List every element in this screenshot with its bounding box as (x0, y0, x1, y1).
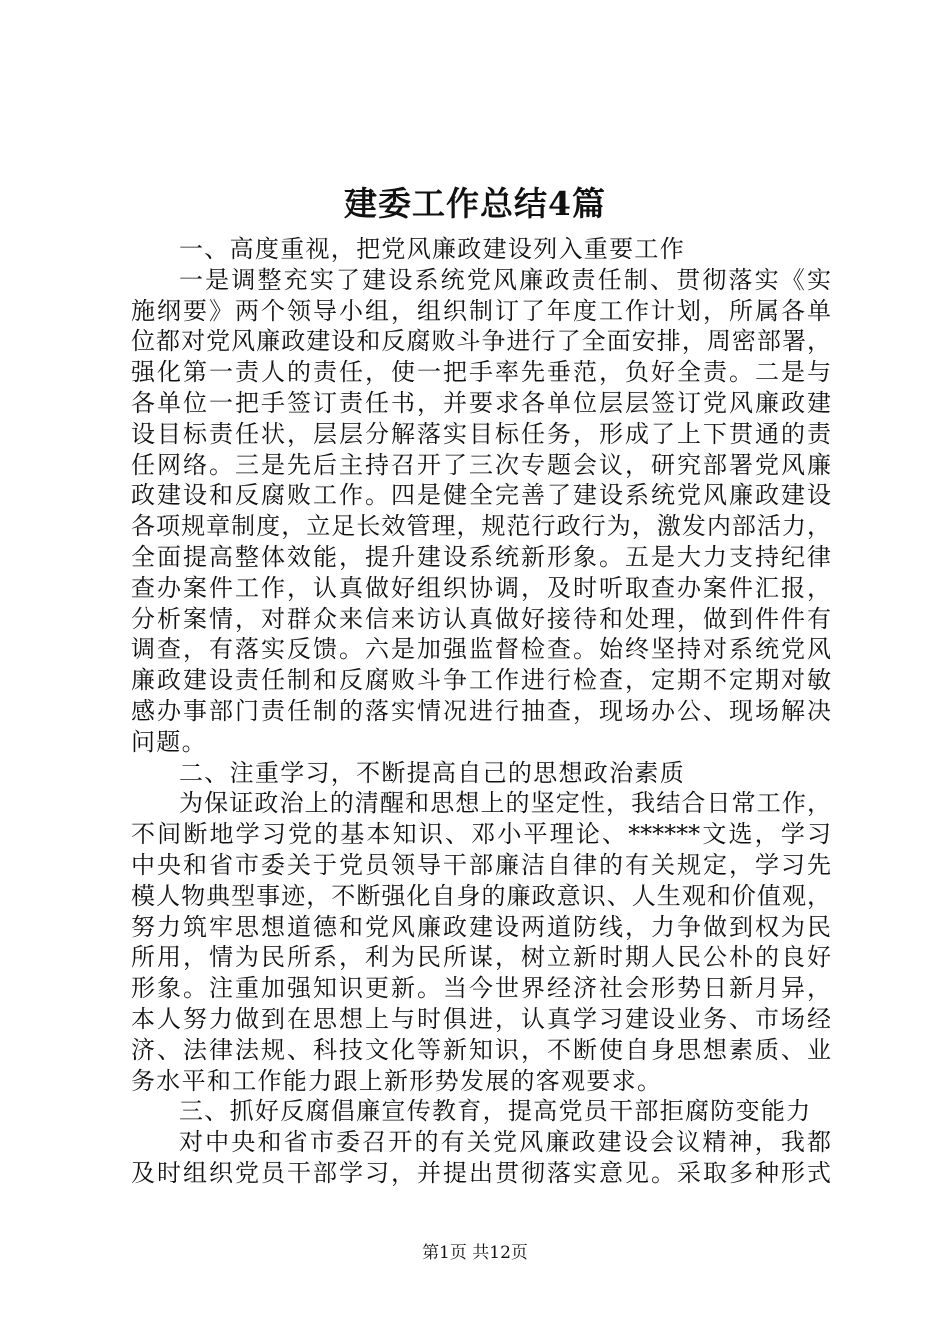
paragraph-line: 对中央和省市委召开的有关党风廉政建设会议精神，我都 (179, 1128, 831, 1157)
section-heading: 三、抓好反腐倡廉宣传教育，提高党员干部拒腐防变能力 (179, 1097, 812, 1126)
paragraph-line: 政建设和反腐败工作。四是健全完善了建设系统党风廉政建设 (131, 481, 831, 510)
paragraph-line: 调查，有落实反馈。六是加强监督检查。始终坚持对系统党风 (131, 635, 831, 664)
paragraph-line: 查办案件工作，认真做好组织协调，及时听取查办案件汇报， (131, 573, 831, 602)
section-heading: 一、高度重视，把党风廉政建设列入重要工作 (179, 235, 685, 263)
paragraph-line: 位都对党风廉政建设和反腐败斗争进行了全面安排，周密部署， (131, 327, 831, 356)
paragraph-line: 为保证政治上的清醒和思想上的坚定性，我结合日常工作， (179, 789, 831, 818)
paragraph-line: 一是调整充实了建设系统党风廉政责任制、贯彻落实《实 (179, 265, 831, 294)
paragraph-line: 分析案情，对群众来信来访认真做好接待和处理，做到件件有 (131, 604, 831, 633)
paragraph-line: 廉政建设责任制和反腐败斗争工作进行检查，定期不定期对敏 (131, 666, 831, 695)
paragraph-line: 全面提高整体效能，提升建设系统新形象。五是大力支持纪律 (131, 542, 831, 571)
paragraph-line: 问题。 (131, 727, 207, 756)
paragraph-line: 各项规章制度，立足长效管理，规范行政行为，激发内部活力， (131, 512, 831, 541)
section-heading: 二、注重学习，不断提高自己的思想政治素质 (179, 758, 685, 787)
paragraph-line: 务水平和工作能力跟上新形势发展的客观要求。 (131, 1066, 663, 1095)
paragraph-line: 本人努力做到在思想上与时俱进，认真学习建设业务、市场经 (131, 1004, 831, 1033)
paragraph-line: 努力筑牢思想道德和党风廉政建设两道防线，力争做到权为民 (131, 912, 831, 941)
paragraph-line: 模人物典型事迹，不断强化自身的廉政意识、人生观和价值观， (131, 881, 831, 910)
paragraph-line: 形象。注重加强知识更新。当今世界经济社会形势日新月异， (131, 974, 831, 1003)
paragraph-line: 感办事部门责任制的落实情况进行抽查，现场办公、现场解决 (131, 696, 831, 725)
paragraph-line: 强化第一责人的责任，使一把手率先垂范，负好全责。二是与 (131, 358, 831, 387)
paragraph-line: 设目标责任状，层层分解落实目标任务，形成了上下贯通的责 (131, 419, 831, 448)
paragraph-line: 施纲要》两个领导小组，组织制订了年度工作计划，所属各单 (131, 296, 831, 325)
document-title: 建委工作总结4篇 (344, 184, 606, 223)
paragraph-line: 中央和省市委关于党员领导干部廉洁自律的有关规定，学习先 (131, 850, 831, 879)
paragraph-line: 所用，情为民所系，利为民所谋，树立新时期人民公朴的良好 (131, 943, 831, 972)
paragraph-line: 不间断地学习党的基本知识、邓小平理论、******文选，学习 (131, 820, 831, 849)
paragraph-line: 及时组织党员干部学习，并提出贯彻落实意见。采取多种形式 (131, 1158, 831, 1187)
paragraph-line: 任网络。三是先后主持召开了三次专题会议，研究部署党风廉 (131, 450, 831, 479)
paragraph-line: 济、法律法规、科技文化等新知识，不断使自身思想素质、业 (131, 1035, 831, 1064)
paragraph-line: 各单位一把手签订责任书，并要求各单位层层签订党风廉政建 (131, 388, 831, 417)
document-body (131, 234, 831, 1189)
page-footer: 第1页 共12页 (422, 1243, 528, 1263)
